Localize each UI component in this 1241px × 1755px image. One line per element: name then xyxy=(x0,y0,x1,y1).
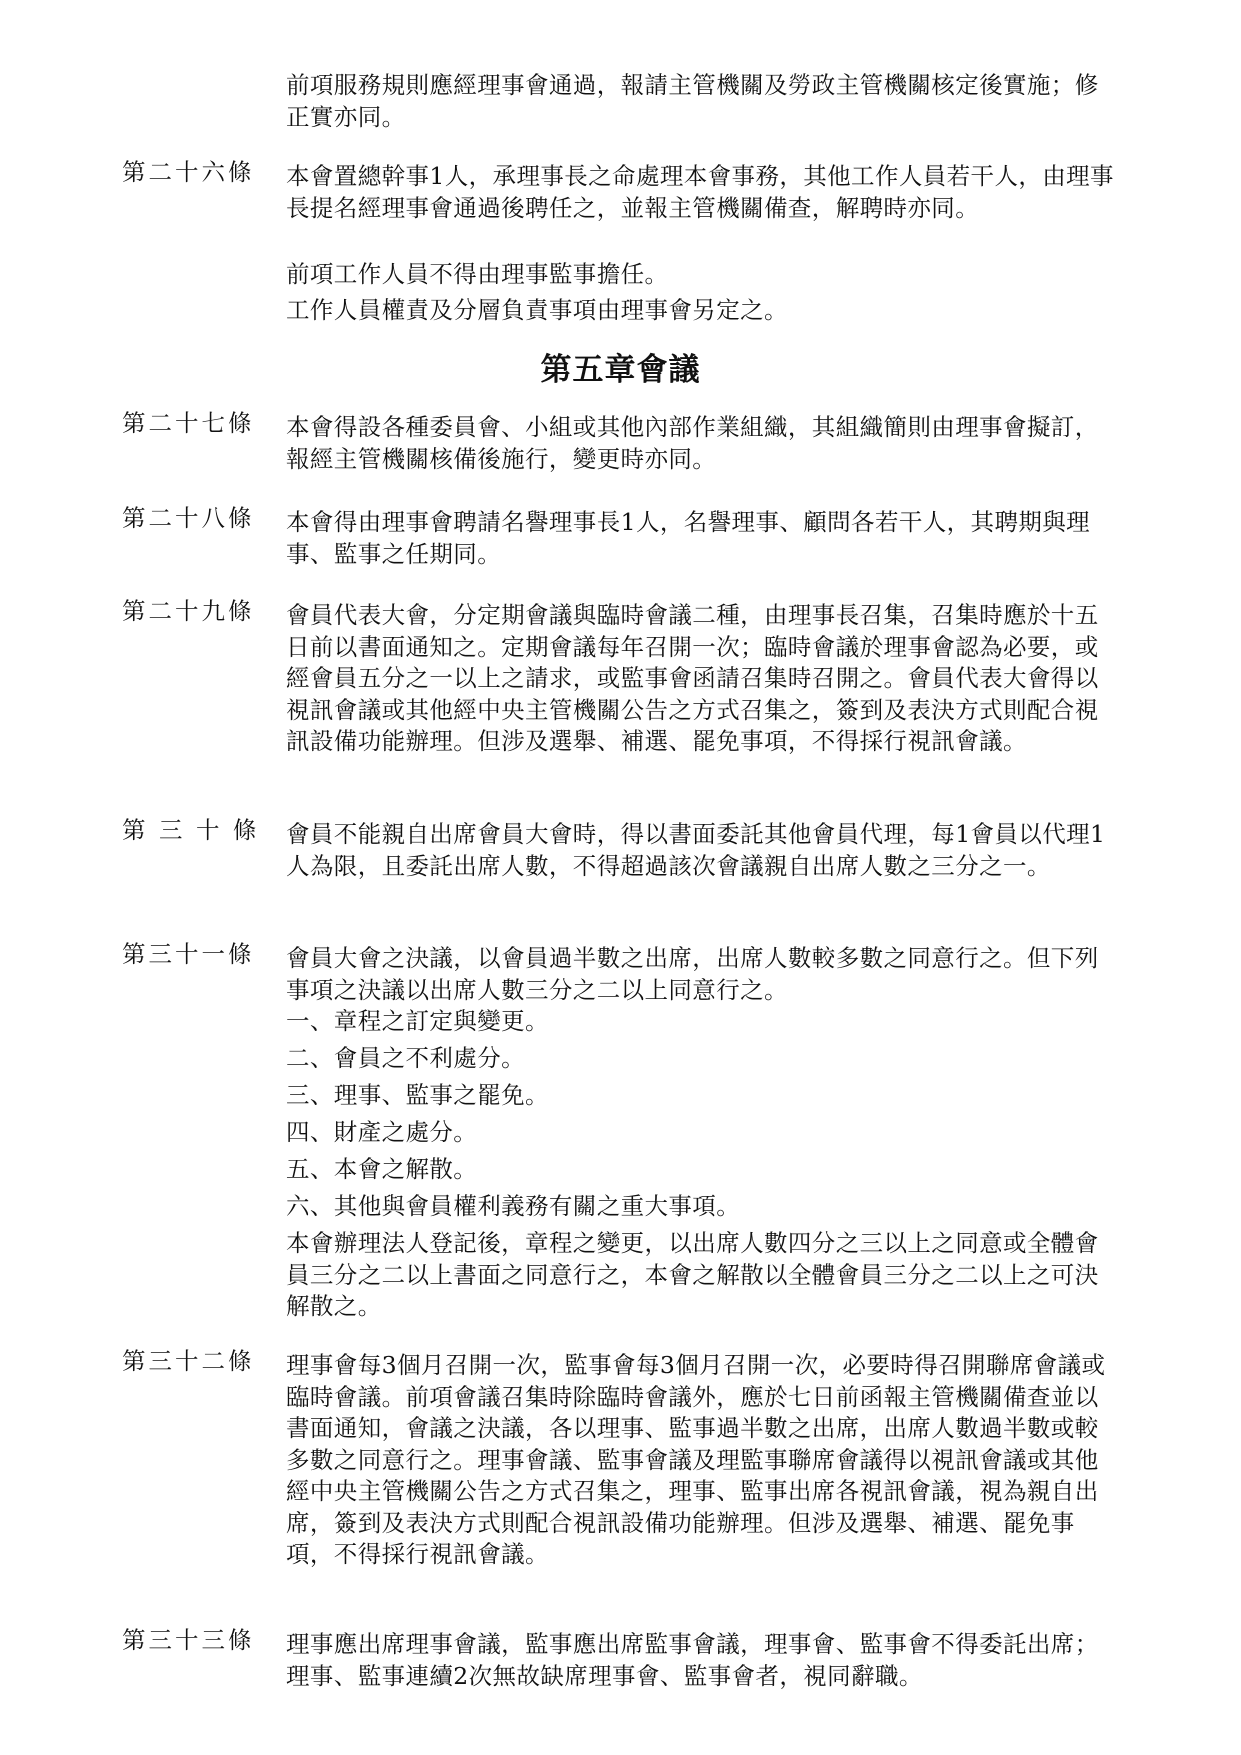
list-item: 三、理事、監事之罷免。 xyxy=(286,1081,549,1109)
article-paragraph: 理事應出席理事會議，監事應出席監事會議，理事會、監事會不得委託出席；理事、監事連續2次無故缺席理事會、監事會者，視同辭職。 xyxy=(286,1630,1099,1690)
article-number-26: 第二十六條 xyxy=(122,158,255,186)
list-item: 二、會員之不利處分。 xyxy=(286,1044,525,1072)
chapter-heading: 第五章會議 xyxy=(540,352,701,388)
article-paragraph: 理事會每3個月召開一次，監事會每3個月召開一次，必要時得召開聯席會議或臨時會議。前項會議召集時除臨時會議外，應於七日前函報主管機關備查並以書面通知，會議之決議，各以理事、監事過半數之出席，出席人數過半數或較多數之同意行之。理事會議、監事會議及理監事聯席會議得以視訊會議或其他經中央主管機關公告之方式召集之，理事、監事出席各視訊會議，視為親自出席，簽到及表決方式則配合視訊設備功能辦理。但涉及選舉、補選、罷免事項，不得採行視訊會議。 xyxy=(286,1351,1106,1568)
list-item: 六、其他與會員權利義務有關之重大事項。 xyxy=(286,1192,741,1220)
article-number-33: 第三十三條 xyxy=(122,1626,255,1654)
article-number-29: 第二十九條 xyxy=(122,597,255,625)
article-number-32: 第三十二條 xyxy=(122,1347,255,1375)
article-paragraph: 本會辦理法人登記後，章程之變更，以出席人數四分之三以上之同意或全體會員三分之二以上書面之同意行之，本會之解散以全體會員三分之二以上之可決解散之。 xyxy=(286,1229,1099,1320)
article-paragraph: 會員大會之決議，以會員過半數之出席，出席人數較多數之同意行之。但下列事項之決議以出席人數三分之二以上同意行之。 xyxy=(286,944,1099,1004)
article-paragraph: 本會得由理事會聘請名譽理事長1人，名譽理事、顧問各若干人，其聘期與理事、監事之任期同。 xyxy=(286,508,1091,568)
article-number-27: 第二十七條 xyxy=(122,409,255,437)
article-paragraph: 本會得設各種委員會、小組或其他內部作業組織，其組織簡則由理事會擬訂，報經主管機關核備後施行，變更時亦同。 xyxy=(286,413,1099,473)
article-paragraph: 會員代表大會，分定期會議與臨時會議二種，由理事長召集，召集時應於十五日前以書面通知之。定期會議每年召開一次；臨時會議於理事會認為必要，或經會員五分之一以上之請求，或監事會函請召集時召開之。會員代表大會得以視訊會議或其他經中央主管機關公告之方式召集之，簽到及表決方式則配合視訊設備功能辦理。但涉及選舉、補選、罷免事項，不得採行視訊會議。 xyxy=(286,601,1099,755)
article-number-28: 第二十八條 xyxy=(122,504,255,532)
article-paragraph: 本會置總幹事1人，承理事長之命處理本會事務，其他工作人員若干人，由理事長提名經理事會通過後聘任之，並報主管機關備查，解聘時亦同。 xyxy=(286,162,1114,222)
article-paragraph: 前項服務規則應經理事會通過，報請主管機關及勞政主管機關核定後實施；修正實亦同。 xyxy=(286,71,1099,131)
article-number-30: 第 三 十 條 xyxy=(122,816,260,844)
list-item: 一、章程之訂定與變更。 xyxy=(286,1007,549,1035)
article-number-31: 第三十一條 xyxy=(122,940,255,968)
list-item: 四、財產之處分。 xyxy=(286,1118,478,1146)
article-paragraph: 工作人員權責及分層負責事項由理事會另定之。 xyxy=(286,296,788,324)
list-item: 五、本會之解散。 xyxy=(286,1155,478,1183)
article-paragraph: 會員不能親自出席會員大會時，得以書面委託其他會員代理，每1會員以代理1人為限，且委託出席人數，不得超過該次會議親自出席人數之三分之一。 xyxy=(286,820,1106,880)
article-paragraph: 前項工作人員不得由理事監事擔任。 xyxy=(286,260,669,288)
